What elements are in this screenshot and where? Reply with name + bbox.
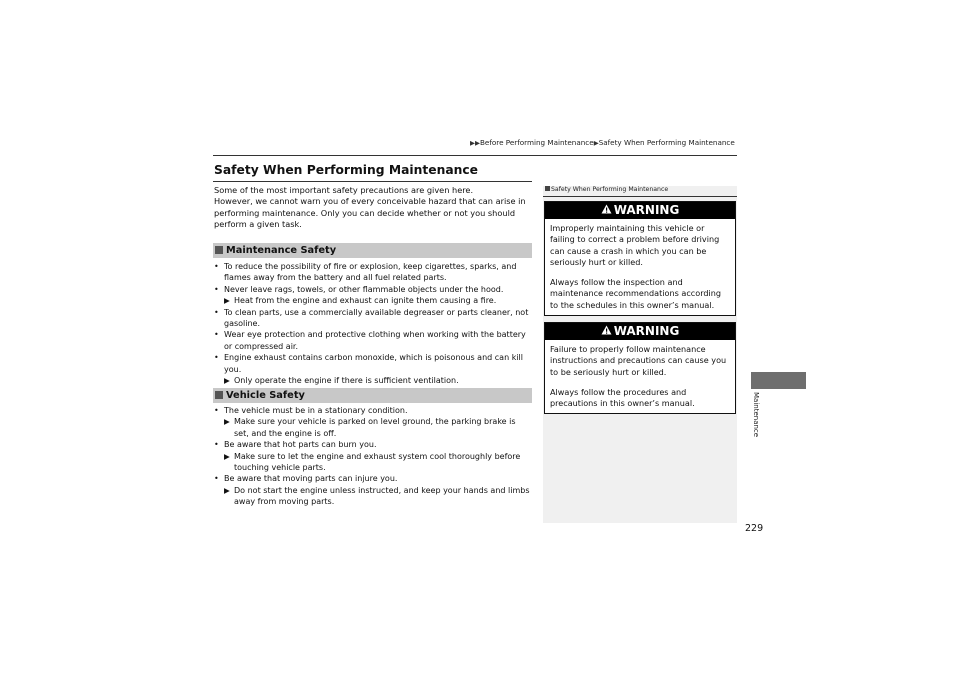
warning-body <box>545 219 735 315</box>
warning-paragraph: Failure to properly follow maintenance instructions and precautions can cause you to be seriously hurt or killed. <box>550 344 727 377</box>
list-item <box>214 352 532 386</box>
bullet-icon: • <box>214 474 219 484</box>
list-item-text: Never leave rags, towels, or other flammable objects under the hood. <box>224 284 504 294</box>
warning-title: WARNING <box>613 203 680 217</box>
warning-box <box>544 201 736 316</box>
list-item-subtext: Do not start the engine unless instructed, and keep your hands and limbs away from moving parts. <box>234 485 530 507</box>
section-heading-label: Maintenance Safety <box>226 245 337 256</box>
bullet-icon: • <box>214 406 219 415</box>
arrow-right-icon: ▶ <box>224 296 230 306</box>
section-heading-maintenance-safety <box>213 243 532 258</box>
list-item <box>214 329 532 352</box>
warning-paragraph: Always follow the inspection and maintenance recommendations according to the schedules in this owner’s manual. <box>550 277 722 310</box>
square-bullet-icon <box>215 391 223 399</box>
maintenance-safety-list <box>214 261 532 386</box>
warning-paragraph: Always follow the procedures and precautions in this owner’s manual. <box>550 386 695 409</box>
square-bullet-icon <box>215 246 223 254</box>
arrow-right-icon: ▶▶ <box>470 139 480 147</box>
warning-triangle-icon <box>601 204 612 214</box>
warning-paragraph: Improperly maintaining this vehicle or failing to correct a problem before driving can cause a crash in which you can be seriously hurt or killed. <box>550 223 720 267</box>
bullet-icon: • <box>214 307 219 317</box>
bullet-icon: • <box>214 284 219 294</box>
list-item-text: The vehicle must be in a stationary condition. <box>224 406 408 415</box>
square-bullet-icon <box>545 186 550 191</box>
list-item-subtext: Make sure to let the engine and exhaust system cool thoroughly before touching vehicle parts. <box>234 451 521 473</box>
list-item <box>214 405 532 439</box>
breadcrumb <box>470 138 738 147</box>
section-heading-label: Vehicle Safety <box>226 390 305 401</box>
list-item-subtext: Heat from the engine and exhaust can ignite them causing a fire. <box>234 296 497 306</box>
warning-body <box>545 340 735 413</box>
list-item-text: Wear eye protection and protective clothing when working with the battery or compressed air. <box>224 330 526 351</box>
sidebar-label <box>545 186 668 193</box>
warning-header <box>545 202 735 219</box>
list-item <box>214 284 532 307</box>
divider <box>213 155 737 156</box>
vehicle-safety-list <box>214 405 532 508</box>
bullet-icon: • <box>214 440 219 450</box>
list-item-text: To reduce the possibility of fire or explosion, keep cigarettes, sparks, and flames away from the battery and all fuel related parts. <box>224 262 517 283</box>
breadcrumb-item[interactable]: Before Performing Maintenance <box>480 138 594 147</box>
chapter-tab-marker[interactable] <box>751 372 806 389</box>
arrow-right-icon: ▶ <box>224 376 230 386</box>
arrow-right-icon: ▶ <box>224 485 230 495</box>
section-heading-vehicle-safety <box>213 388 532 403</box>
list-item-subtext: Only operate the engine if there is sufficient ventilation. <box>234 376 459 386</box>
arrow-right-icon: ▶ <box>593 139 599 147</box>
warning-box <box>544 322 736 414</box>
bullet-icon: • <box>214 330 219 340</box>
list-item-text: Be aware that moving parts can injure you. <box>224 474 398 484</box>
list-item-text: To clean parts, use a commercially available degreaser or parts cleaner, not gasoline. <box>224 307 529 329</box>
warning-header <box>545 323 735 340</box>
intro-text <box>214 185 532 230</box>
bullet-icon: • <box>214 262 219 271</box>
bullet-icon: • <box>214 353 219 363</box>
list-item-subtext: Make sure your vehicle is parked on level ground, the parking brake is set, and the engine is off. <box>234 417 516 438</box>
intro-paragraph: Some of the most important safety precautions are given here. <box>214 185 474 195</box>
arrow-right-icon: ▶ <box>224 451 230 461</box>
arrow-right-icon: ▶ <box>224 417 230 427</box>
page-title: Safety When Performing Maintenance <box>214 163 479 177</box>
list-item <box>214 473 532 507</box>
breadcrumb-item[interactable]: Safety When Performing Maintenance <box>598 138 735 147</box>
list-item-text: Engine exhaust contains carbon monoxide, which is poisonous and can kill you. <box>224 353 523 374</box>
list-item <box>214 307 532 330</box>
chapter-tab-label[interactable]: Maintenance <box>752 392 760 438</box>
sidebar-label-text: Safety When Performing Maintenance <box>551 186 669 193</box>
divider <box>543 196 737 197</box>
list-item <box>214 261 532 284</box>
list-item <box>214 439 532 473</box>
warning-title: WARNING <box>613 324 680 338</box>
list-item-text: Be aware that hot parts can burn you. <box>224 440 377 450</box>
intro-paragraph: However, we cannot warn you of every conceivable hazard that can arise in performing maintenance. Only you can decide whether or not you should perform a given task. <box>214 196 526 229</box>
warning-triangle-icon <box>601 325 612 335</box>
page-number: 229 <box>745 523 764 534</box>
divider <box>213 181 532 182</box>
